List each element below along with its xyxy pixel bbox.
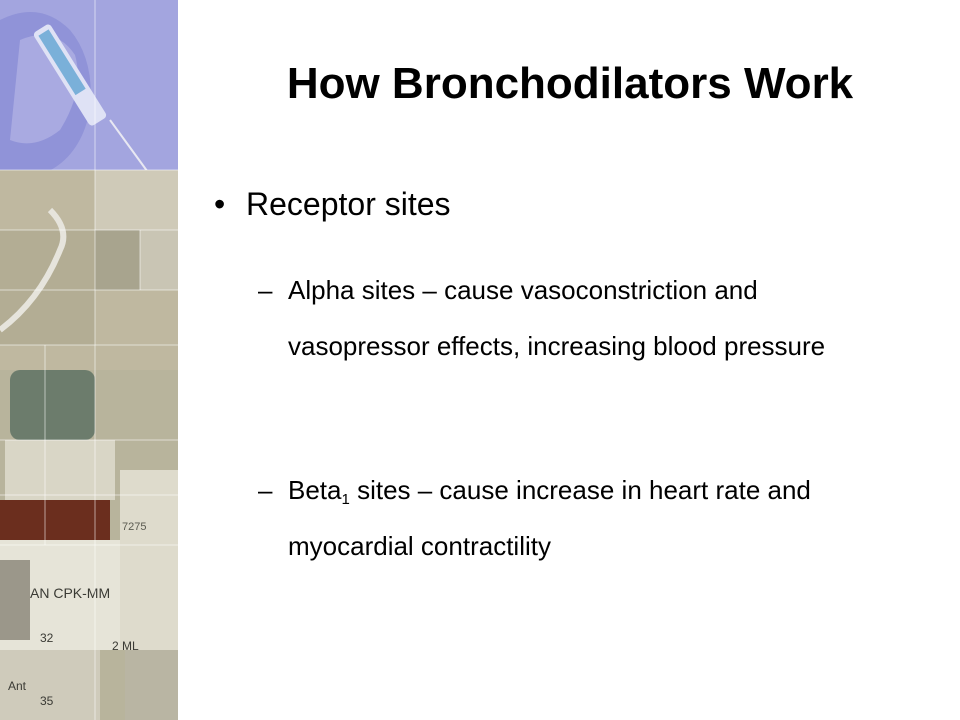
beta-rest: sites – cause increase in heart rate and myocardial contractility [288, 475, 811, 561]
vial-label-2: 32 [40, 631, 54, 645]
sub-bullet-text: Alpha sites – cause vasoconstriction and vasopressor effects, increasing blood pressure [288, 275, 826, 361]
sub-bullet-text [288, 462, 898, 574]
vial-label-4: 7275 [122, 521, 147, 533]
medical-photo-illustration [0, 0, 178, 720]
beta-prefix: Beta [288, 475, 342, 505]
vial-label-1: AN CPK-MM [30, 585, 111, 601]
beta-subscript: 1 [341, 491, 350, 508]
bullet-receptor-sites [214, 184, 934, 224]
bullet-text: Receptor sites [246, 186, 451, 222]
slide-title: How Bronchodilators Work [286, 59, 854, 108]
vial-label-5: Ant [8, 679, 27, 693]
sub-bullet-beta1-sites [258, 462, 898, 574]
vial-label-6: 35 [40, 694, 54, 708]
sub-bullet-marker: – [258, 275, 273, 305]
vial-label-3: 2 ML [112, 639, 139, 653]
sub-bullet-marker: – [258, 475, 273, 505]
medical-photo-panel [0, 0, 178, 720]
bullet-marker: • [214, 186, 226, 222]
sub-bullet-alpha-sites [258, 262, 898, 374]
